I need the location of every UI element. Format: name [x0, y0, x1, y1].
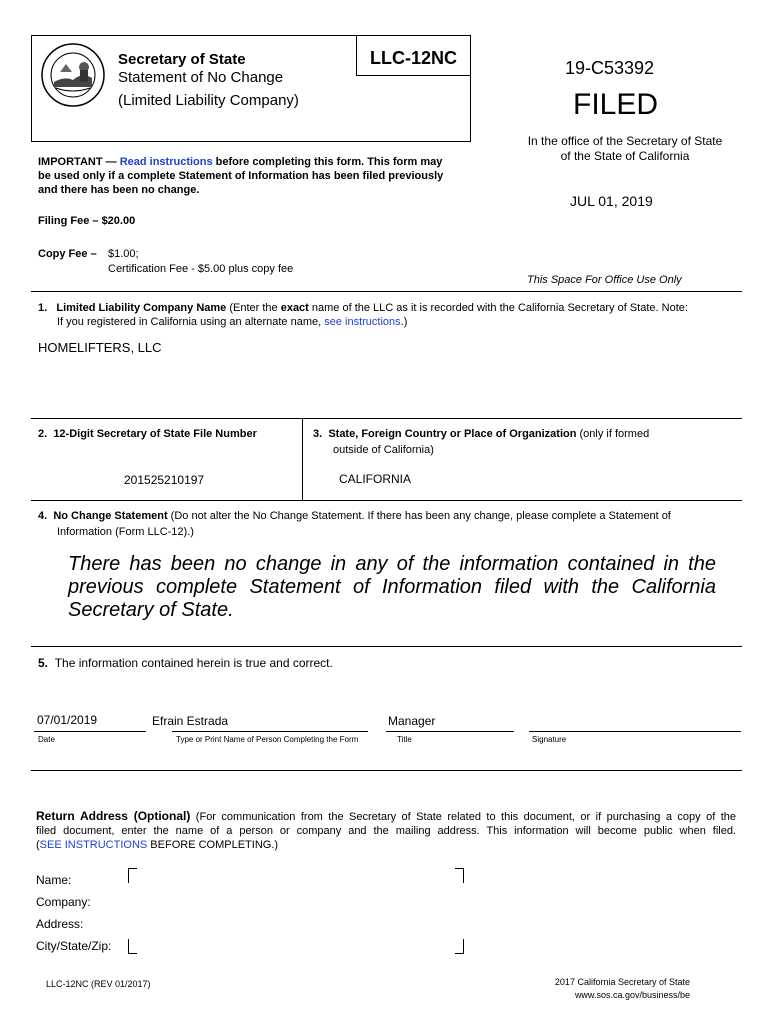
filing-fee: Filing Fee – $20.00 — [38, 215, 136, 227]
divider-2-3 — [302, 418, 303, 500]
see-instructions-caps-link[interactable]: SEE INSTRUCTIONS — [39, 839, 148, 851]
filing-number: 19-C53392 — [565, 58, 655, 78]
state-seal — [40, 42, 106, 108]
copy-fee-label: Copy Fee – — [38, 248, 97, 260]
return-address-label: Address: — [36, 917, 84, 931]
divider-3 — [31, 646, 742, 647]
return-address-intro: Return Address (Optional) (For communication from the Secretary of State related to this document, or if purchasing a copy of the filed document, enter the name of a person or company and the mailing address. This information will become public when filed. (SEE INSTRUCTIONS BEFORE COMPLETING.) — [36, 809, 737, 851]
office-title: Secretary of State — [118, 51, 246, 68]
header-divider — [356, 35, 357, 75]
title-label: Title — [397, 735, 412, 744]
section2-heading: 2. 12-Digit Secretary of State File Number — [38, 428, 257, 440]
see-instructions-link[interactable]: see instructions — [324, 316, 401, 328]
copy-fee-value: $1.00; — [108, 248, 139, 260]
section3-heading: 3. State, Foreign Country or Place of Organization (only if formed — [313, 428, 650, 440]
section3-note: outside of California) — [333, 444, 434, 456]
section4-heading: 4. No Change Statement (Do not alter the No Change Statement. If there has been any change, please complete a Statement of — [38, 510, 671, 522]
return-company-label: Company: — [36, 895, 91, 909]
name-field[interactable]: Efrain Estrada — [152, 714, 229, 728]
filing-office-line2: of the State of California — [560, 149, 690, 163]
llc-name-value[interactable]: HOMELIFTERS, LLC — [38, 340, 162, 355]
section1-note: If you registered in California using an alternate name, see instructions.) — [57, 316, 408, 328]
section1-heading: 1. Limited Liability Company Name (Enter the exact name of the LLC as it is recorded with the California Secretary of State. Note: — [38, 302, 688, 314]
section5-heading: 5. The information contained herein is true and correct. — [38, 656, 333, 670]
signature-field[interactable] — [532, 714, 740, 730]
certification-fee: Certification Fee - $5.00 plus copy fee — [108, 263, 294, 275]
divider-1 — [31, 418, 742, 419]
form-title: Statement of No Change — [118, 69, 284, 86]
name-line — [172, 731, 368, 732]
filing-date: JUL 01, 2019 — [570, 193, 653, 209]
name-label: Type or Print Name of Person Completing the Form — [176, 735, 359, 744]
signature-label: Signature — [532, 735, 567, 744]
divider-top — [31, 291, 742, 292]
form-revision: LLC-12NC (REV 01/2017) — [46, 979, 151, 989]
filing-office-line1: In the office of the Secretary of State — [527, 134, 723, 148]
state-value[interactable]: CALIFORNIA — [339, 472, 412, 486]
no-change-statement: There has been no change in any of the information contained in the previous complete Statement of Information filed with the California Secretary of State. — [68, 553, 716, 621]
date-line — [34, 731, 146, 732]
footer-url: www.sos.ca.gov/business/be — [574, 990, 690, 1000]
divider-2 — [31, 500, 742, 501]
date-label: Date — [38, 735, 55, 744]
return-name-label: Name: — [36, 873, 72, 887]
section4-note: Information (Form LLC-12).) — [57, 526, 194, 538]
office-use-label: This Space For Office Use Only — [527, 274, 682, 286]
file-number-value[interactable]: 201525210197 — [124, 473, 205, 487]
date-field[interactable]: 07/01/2019 — [37, 713, 98, 727]
important-note: IMPORTANT — Read instructions before completing this form. This form may be used only if a complete Statement of Information has been filed previously and there has been no change. — [38, 156, 444, 196]
form-subtitle: (Limited Liability Company) — [118, 92, 299, 109]
header-code-line — [356, 75, 470, 76]
filing-status: FILED — [573, 88, 659, 121]
form-code: LLC-12NC — [370, 48, 458, 68]
divider-4 — [31, 770, 742, 771]
title-field[interactable]: Manager — [388, 714, 436, 728]
footer-copyright: 2017 California Secretary of State — [554, 977, 690, 987]
title-line — [386, 731, 514, 732]
return-city-label: City/State/Zip: — [36, 939, 112, 953]
signature-line — [529, 731, 741, 732]
return-address-box[interactable] — [128, 868, 464, 954]
read-instructions-link[interactable]: Read instructions — [119, 156, 213, 168]
